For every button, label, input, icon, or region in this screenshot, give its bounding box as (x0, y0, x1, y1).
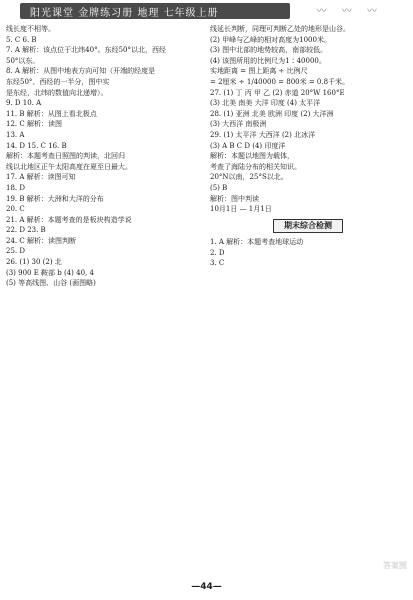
text-line: 24. C 解析：读图判断 (6, 236, 76, 245)
section-heading: 期末综合检测 (273, 219, 343, 234)
birds-icon: 〰 〰 〰 (316, 6, 383, 17)
text-line: (5) B (210, 183, 228, 192)
text-line: 12. C 解析：读图 (6, 120, 62, 129)
text-line: (5) 等高线图、山谷 (画图略) (6, 279, 96, 288)
right-column-answers (210, 24, 406, 215)
text-line: 东经50°、西经的一半分，图中实 (6, 77, 110, 86)
text-line: 解析：图中判读 (210, 194, 259, 203)
text-line: 50°以东。 (6, 56, 40, 65)
text-line: 22. D 23. B (6, 226, 46, 235)
text-line: 14. D 15. C 16. B (6, 141, 67, 150)
text-line: 8. A 解析：从图中地表方向可知（开端的经度是 (6, 67, 156, 76)
text-line: 线长度不相等。 (6, 25, 55, 33)
header-subject: 地理 (137, 8, 160, 19)
left-column (6, 24, 202, 289)
text-line: (3) 北美 南美 大洋 印度 (4) 太平洋 (210, 99, 321, 108)
text-line: 10月1日 — 1月1日 (210, 205, 272, 214)
text-line: 解析：本题以地图为载体， (210, 152, 294, 161)
header-grade: 七年级上册 (163, 8, 219, 19)
text-line: 19. B 解析：大洲和大洋的分布 (6, 194, 104, 203)
text-line: 27. (1) 丁 丙 甲 乙 (2) 赤道 20°W 160°E (210, 88, 345, 97)
text-line: 7. A 解析：该点位于北纬40°。东经50°以北，西经 (6, 46, 166, 55)
header-book: 金牌练习册 (78, 8, 134, 19)
text-line: 是东经，北纬的数值向北递增）。 (6, 88, 108, 97)
text-line: 2. D (210, 248, 225, 257)
text-line: 1. A 解析：本题考查地球运动 (210, 238, 304, 247)
text-line: 28. (1) 亚洲 北美 欧洲 印度 (2) 大洋洲 (210, 109, 334, 118)
text-line: 25. D (6, 247, 25, 256)
text-line: (3) 图中北部的地势较高，南部较低。 (210, 46, 328, 55)
text-line: 11. B 解析：从图上看北极点 (6, 109, 97, 118)
text-line: 5. C 6. B (6, 35, 37, 44)
right-column (210, 24, 406, 269)
text-line: 26. (1) 30 (2) 北 (6, 258, 62, 267)
text-line: 29. (1) 太平洋 大西洋 (2) 北冰洋 (210, 130, 316, 139)
text-line: (3) A B C D (4) 印度洋 (210, 141, 286, 150)
text-line: 线延长判断，同理可判断乙处的地形是山谷。 (210, 25, 350, 33)
text-line: 20. C (6, 205, 25, 214)
text-line: 考查了海陆分布的相关知识。 (210, 162, 301, 171)
text-line: (3) 大西洋 南极洲 (210, 120, 267, 129)
text-line: 解析：本题考查日照图的判读，北回归 (6, 152, 125, 161)
page-header (0, 0, 413, 22)
text-line: 20°N以南，25°S以北。 (210, 173, 288, 182)
text-line: 9. D 10. A (6, 99, 42, 108)
text-line: 21. A 解析：本题考查的是板块构造学说 (6, 215, 132, 224)
text-line: (3) 900 E 鞍部 b (4) 40, 4 (6, 268, 94, 277)
text-line: 13. A (6, 130, 25, 139)
page-number: —44— (191, 582, 222, 592)
text-line: 18. D (6, 183, 25, 192)
right-column-answers-2 (210, 237, 406, 269)
section-heading-box (210, 219, 406, 234)
watermark: 答案圈 (383, 561, 407, 570)
text-line: (2) 甲峰与乙峰的相对高度为1000米。 (210, 35, 331, 44)
text-line: (4) 该图所用的比例尺为1∶40000。 (210, 56, 326, 65)
header-text (30, 4, 219, 19)
text-line: 17. A 解析：读图可知 (6, 173, 76, 182)
text-line: 实地距离 = 图上距离 ÷ 比例尺 (210, 67, 308, 76)
text-line: 3. C (210, 259, 225, 268)
text-line: = 2厘米 ÷ 1/40000 = 800米 = 0.8千米。 (210, 77, 350, 86)
text-line: 线以北地区正午太阳高度在夏至日最大。 (6, 162, 132, 171)
header-series: 阳光课堂 (30, 8, 74, 19)
